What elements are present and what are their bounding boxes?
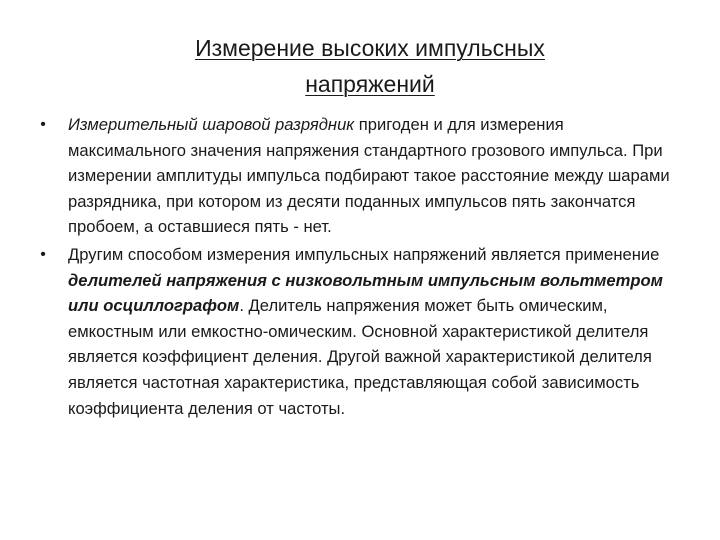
- bullet-item-voltage-divider: [36, 242, 686, 421]
- divider-term: делителей напряжения с низковольтным импульсным вольтметром или осциллографом: [68, 270, 663, 316]
- title-line-1: Измерение высоких импульсных: [195, 35, 545, 61]
- bullet-item-spark-gap: [36, 112, 686, 240]
- divider-text-before: Другим способом измерения импульсных напряжений является применение: [68, 244, 660, 264]
- spark-gap-term: Измерительный шаровой разрядник: [68, 115, 355, 134]
- spark-gap-text: пригоден и для измерения максимального значения напряжения стандартного грозового импульса. При измерении амплитуды импульса подбирают такое расстояние между шарами разрядника, при котором из десяти поданных импульсов пять закончатся пробоем, а оставшиеся пять - нет.: [68, 115, 670, 237]
- bullet-icon: •: [40, 245, 46, 263]
- bullet-icon: •: [40, 116, 46, 133]
- title-line-2: напряжений: [305, 71, 435, 97]
- divider-text-after: . Делитель напряжения может быть омическим, емкостным или емкостно-омическим. Основной характеристикой делителя является коэффициент деления. Другой важной характеристикой делителя является частотная характеристика, представляющая собой зависимость коэффициента деления от частоты.: [68, 296, 652, 418]
- bullet-list: [36, 112, 686, 423]
- slide-title: [90, 30, 650, 102]
